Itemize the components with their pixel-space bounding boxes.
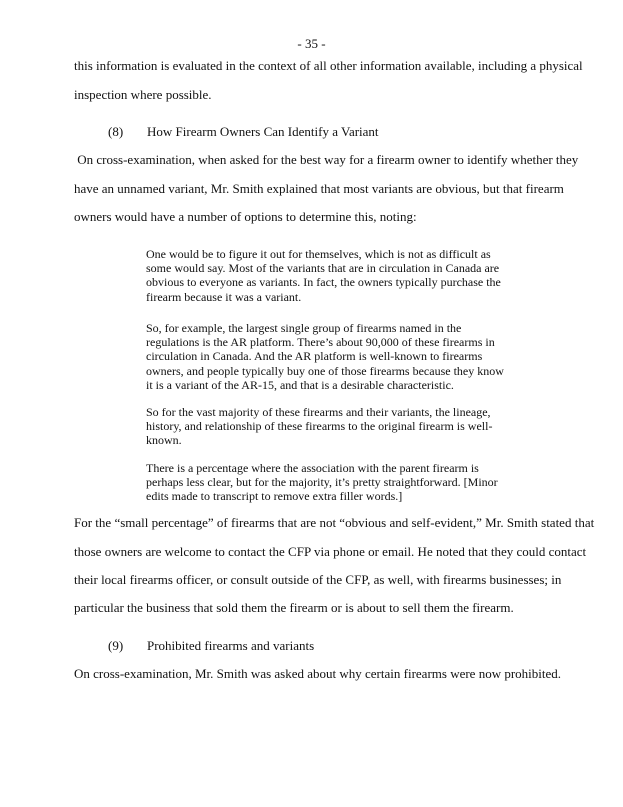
text-line: those owners are welcome to contact the CFP via phone or email. He noted that they could contact <box>74 544 587 559</box>
text-line: have an unnamed variant, Mr. Smith explained that most variants are obvious, but that firearm <box>74 181 564 196</box>
section-number: (9) <box>108 638 124 653</box>
section-title: How Firearm Owners Can Identify a Variant <box>147 124 379 139</box>
text-line: On cross-examination, Mr. Smith was asked about why certain firearms were now prohibited. <box>74 666 562 681</box>
quote-paragraph: One would be to figure it out for themselves, which is not as difficult as some would say. Most of the variants that are in circulation in Canada are obvious to everyone as variants. In fact, the owners typically purchase the firearm because it was a variant. <box>146 247 501 304</box>
text-line: their local firearms officer, or consult outside of the CFP, as well, with firearms businesses; in <box>74 572 562 587</box>
quote-paragraph: So, for example, the largest single group of firearms named in the regulations is the AR platform. There’s about 90,000 of these firearms in circulation in Canada. And the AR platform is well-known to firearms owners, and people typically buy one of those firearms because they know it is a variant of the AR-15, and that is a desirable characteristic. <box>146 321 504 392</box>
quote-paragraph: So for the vast majority of these firearms and their variants, the lineage, history, and relationship of these firearms to the original firearm is well-known. <box>146 405 493 448</box>
text-line: particular the business that sold them the firearm or is about to sell them the firearm. <box>74 600 514 615</box>
text-line: On cross-examination, when asked for the best way for a firearm owner to identify whether they <box>74 152 579 167</box>
text-line: this information is evaluated in the context of all other information available, including a physical <box>74 58 583 73</box>
quote-paragraph: There is a percentage where the association with the parent firearm is perhaps less clear, but for the majority, it’s pretty straightforward. [Minor edits made to transcript to remove extra filler words.] <box>146 461 498 504</box>
text-line: For the “small percentage” of firearms that are not “obvious and self-evident,” Mr. Smith stated that <box>74 515 595 530</box>
page-number: - 35 - <box>297 36 326 51</box>
text-line: inspection where possible. <box>74 87 212 102</box>
section-number: (8) <box>108 124 124 139</box>
text-line: owners would have a number of options to determine this, noting: <box>74 209 417 224</box>
section-title: Prohibited firearms and variants <box>147 638 315 653</box>
